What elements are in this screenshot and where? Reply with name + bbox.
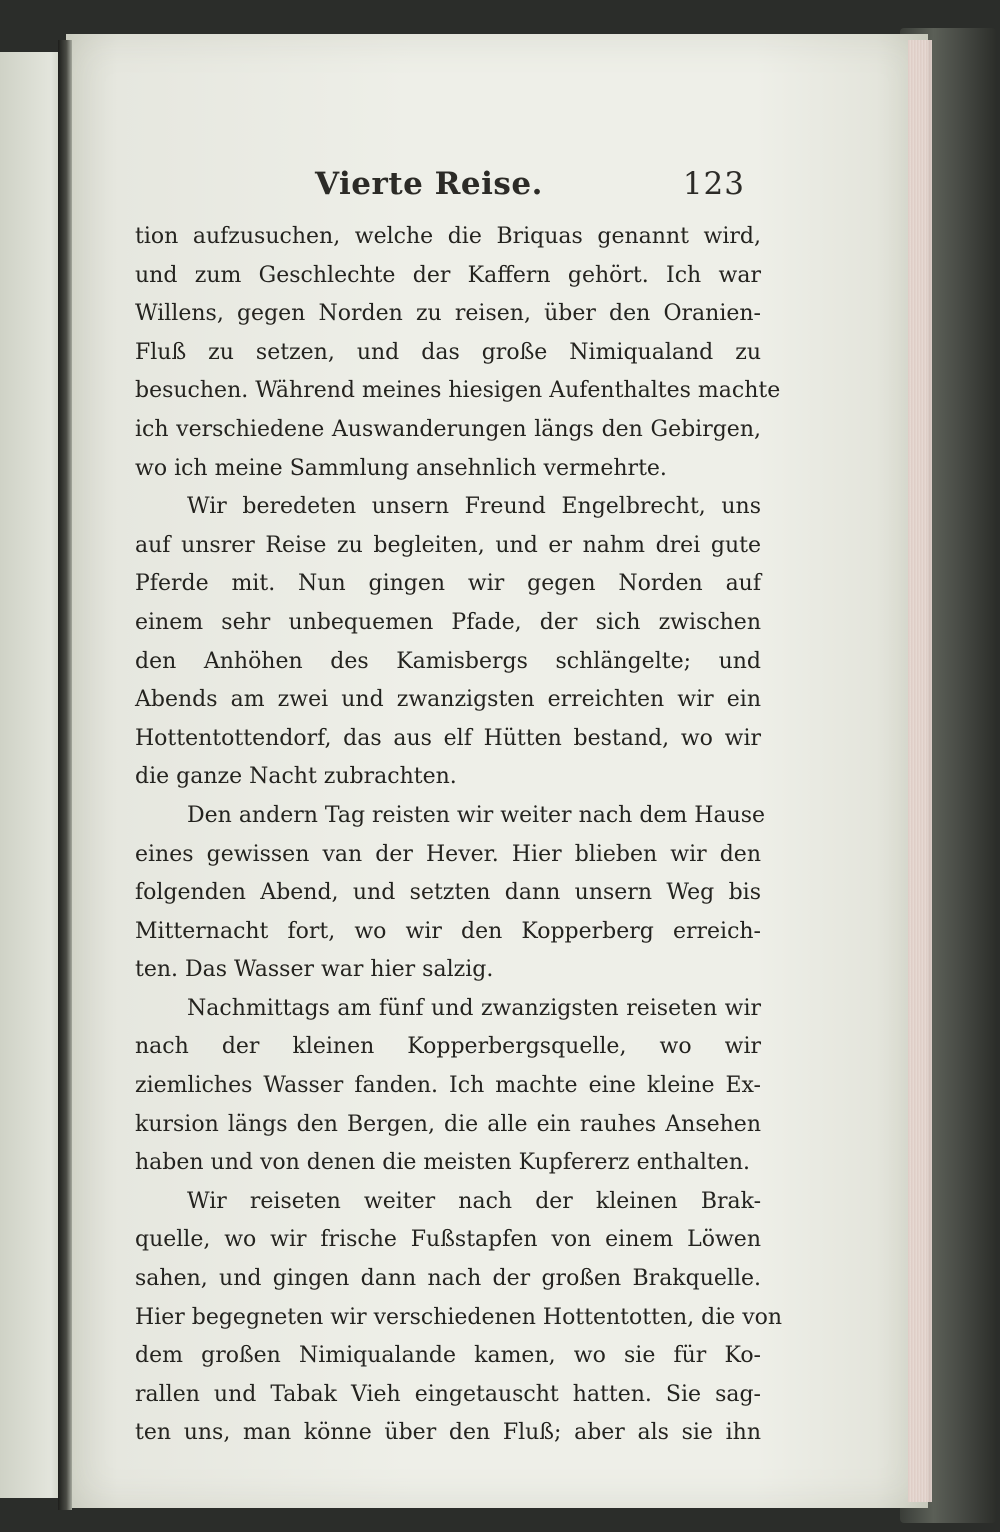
text-line: auf unsrer Reise zu begleiten, und er nahm drei gute xyxy=(135,532,761,558)
facing-page-edge xyxy=(0,52,64,1498)
text-line: haben und von denen die meisten Kupfererz enthalten. xyxy=(135,1150,750,1176)
page-edges xyxy=(908,40,932,1502)
text-line: Pferde mit. Nun gingen wir gegen Norden auf xyxy=(135,571,761,597)
text-line: eines gewissen van der Hever. Hier blieben wir den xyxy=(135,841,761,867)
text-line: folgenden Abend, und setzten dann unsern Weg bis xyxy=(135,880,761,906)
text-line: nach der kleinen Kopperbergsquelle, wo wir xyxy=(135,1034,761,1060)
text-line: Mitternacht fort, wo wir den Kopperberg erreich- xyxy=(135,918,761,944)
paragraph-start-line: Wir reiseten weiter nach der kleinen Brak- xyxy=(187,1188,761,1214)
text-line: sahen, und gingen dann nach der großen Brakquelle. xyxy=(135,1266,761,1292)
body-text xyxy=(135,218,783,1453)
paragraph-start-line: Den andern Tag reisten wir weiter nach dem Hause xyxy=(187,802,766,828)
text-line: quelle, wo wir frische Fußstapfen von einem Löwen xyxy=(135,1227,761,1253)
page-number: 123 xyxy=(682,166,745,202)
text-line: die ganze Nacht zubrachten. xyxy=(135,764,457,790)
text-line: besuchen. Während meines hiesigen Aufenthaltes machte xyxy=(135,378,781,404)
text-line: ich verschiedene Auswanderungen längs den Gebirgen, xyxy=(135,416,761,442)
text-line: dem großen Nimiqualande kamen, wo sie für Ko- xyxy=(135,1343,761,1369)
paragraph-start-line: Wir beredeten unsern Freund Engelbrecht, uns xyxy=(187,494,761,520)
text-line: ten. Das Wasser war hier salzig. xyxy=(135,957,494,983)
text-line: wo ich meine Sammlung ansehnlich vermehrte. xyxy=(135,455,667,481)
running-header xyxy=(315,166,745,206)
text-line: Hottentottendorf, das aus elf Hütten bestand, wo wir xyxy=(135,725,761,751)
text-line: den Anhöhen des Kamisbergs schlängelte; und xyxy=(135,648,761,674)
text-line: tion aufzusuchen, welche die Briquas genannt wird, xyxy=(135,224,761,249)
text-line: Hier begegneten wir verschiedenen Hottentotten, die von xyxy=(135,1304,783,1330)
text-line: ten uns, man könne über den Fluß; aber als sie ihn xyxy=(135,1420,761,1446)
book-gutter xyxy=(58,40,72,1510)
text-line: und zum Geschlechte der Kaffern gehört. Ich war xyxy=(135,262,761,288)
text-line: kursion längs den Bergen, die alle ein rauhes Ansehen xyxy=(135,1111,761,1137)
text-line: Willens, gegen Norden zu reisen, über den Oranien- xyxy=(135,301,761,327)
text-line: Fluß zu setzen, und das große Nimiqualand zu xyxy=(135,339,761,365)
running-title: Vierte Reise. xyxy=(315,166,543,202)
text-line: ziemliches Wasser fanden. Ich machte eine kleine Ex- xyxy=(135,1073,761,1099)
text-line: einem sehr unbequemen Pfade, der sich zwischen xyxy=(135,609,761,635)
paragraph-start-line: Nachmittags am fünf und zwanzigsten reiseten wir xyxy=(187,995,761,1021)
text-line: Abends am zwei und zwanzigsten erreichten wir ein xyxy=(135,687,761,713)
text-line: rallen und Tabak Vieh eingetauscht hatten. Sie sag- xyxy=(135,1381,761,1407)
